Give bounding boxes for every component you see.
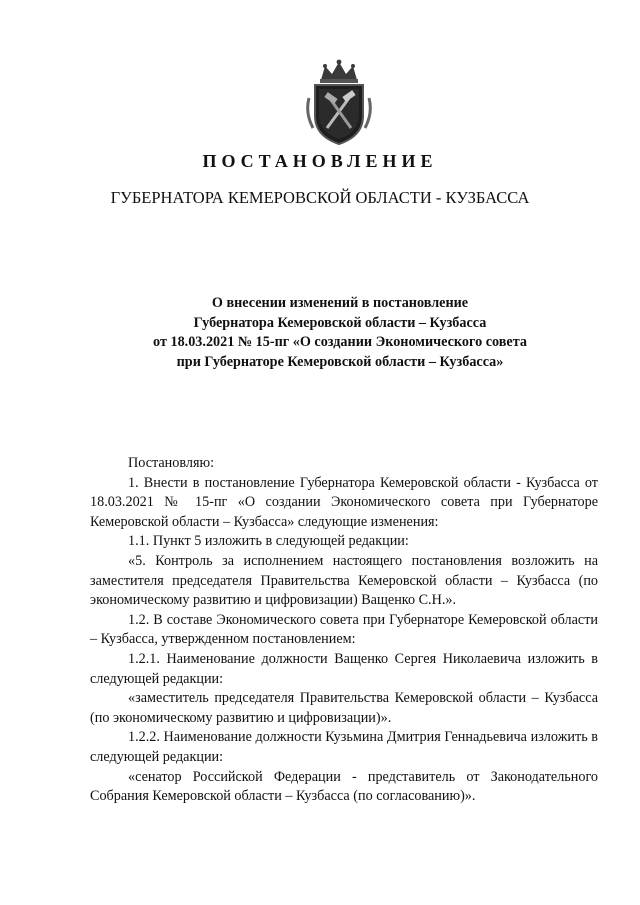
decree-intro: Постановляю: [128,455,215,471]
coat-of-arms-emblem [303,58,375,148]
paragraph-quote-senator: «сенатор Российской Федерации - представитель от Законодательного Собрания Кемеровской области – Кузбасса (по согласованию)». [90,768,598,805]
paragraph-quote-5: «5. Контроль за исполнением настоящего постановления возложить на заместителя председателя Правительства Кемеровской области – Кузбасса (по экономическому развитию и цифровизации) Ващенко С.Н.». [90,552,598,609]
heading-line: О внесении изменений в постановление [211,295,469,311]
document-body [90,454,598,807]
paragraph-1-2-1: 1.2.1. Наименование должности Ващенко Сергея Николаевича изложить в следующей редакции: [90,650,598,687]
document-issuer: ГУБЕРНАТОРА КЕМЕРОВСКОЙ ОБЛАСТИ - КУЗБАССА [110,188,530,207]
paragraph-quote-deputy: «заместитель председателя Правительства Кемеровской области – Кузбасса (по экономическому развитию и цифровизации)». [90,690,598,726]
heading-line: от 18.03.2021 № 15-пг «О создании Экономического совета [153,334,527,350]
paragraph-1: 1. Внести в постановление Губернатора Кемеровской области - Кузбасса от 18.03.2021 № 15-пг «О создании Экономического совета при Губернаторе Кемеровской области – Кузбасса» следующие изменения: [90,474,598,530]
paragraph-1-2-2: 1.2.2. Наименование должности Кузьмина Дмитрия Геннадьевича изложить в следующей редакции: [90,729,598,765]
document-heading [0,294,640,372]
paragraph-1-2: 1.2. В составе Экономического совета при Губернаторе Кемеровской области – Кузбасса, утвержденном постановлением: [90,611,598,648]
paragraph-1-1: 1.1. Пункт 5 изложить в следующей редакции: [128,533,409,550]
document-title: ПОСТАНОВЛЕНИЕ [202,151,438,171]
heading-line: Губернатора Кемеровской области – Кузбасса [193,314,487,331]
heading-line: при Губернаторе Кемеровской области – Кузбасса» [176,353,504,370]
